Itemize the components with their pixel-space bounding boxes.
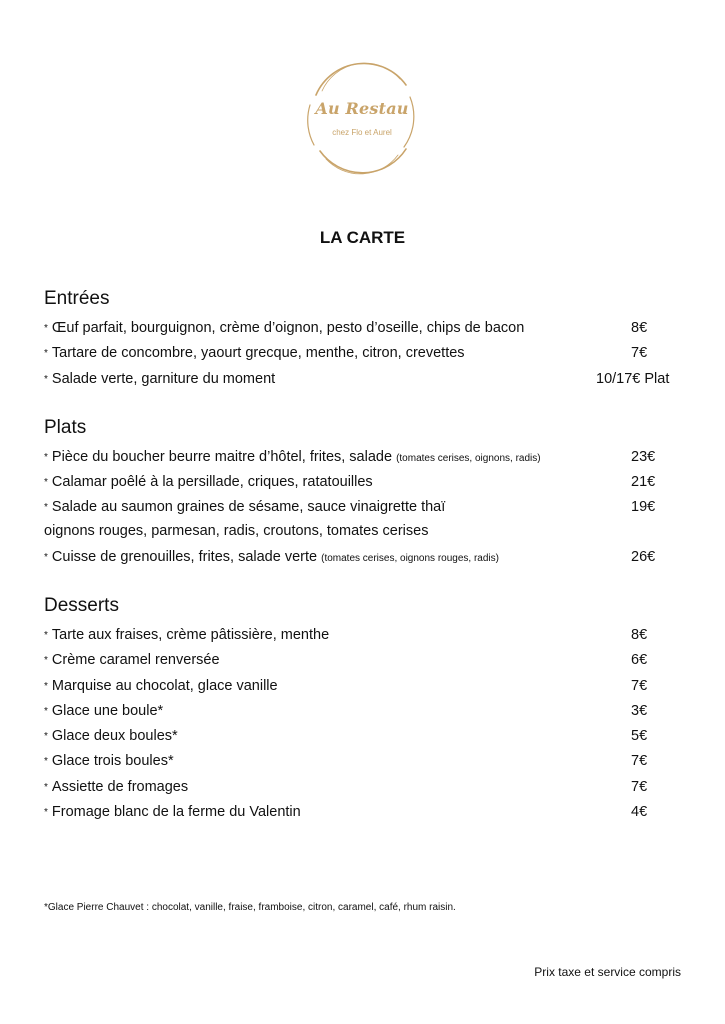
item-price: 7€ xyxy=(631,678,648,694)
menu-item xyxy=(44,547,684,567)
item-note: (tomates cerises, oignons, radis) xyxy=(396,453,541,464)
item-price: 3€ xyxy=(631,703,648,719)
menu-item xyxy=(44,751,684,771)
item-description: Pièce du boucher beurre maitre d’hôtel, frites, salade xyxy=(51,449,397,465)
bullet-asterisk: * xyxy=(44,681,48,692)
item-description: Tartare de concombre, yaourt grecque, menthe, citron, crevettes xyxy=(51,345,465,361)
bullet-asterisk: * xyxy=(44,477,48,488)
item-description: Tarte aux fraises, crème pâtissière, menthe xyxy=(51,627,330,643)
item-description-continuation: oignons rouges, parmesan, radis, croutons, tomates cerises xyxy=(44,523,429,539)
item-price: 6€ xyxy=(631,652,648,668)
bullet-asterisk: * xyxy=(44,706,48,717)
item-description: Marquise au chocolat, glace vanille xyxy=(51,678,278,694)
bullet-asterisk: * xyxy=(44,756,48,767)
item-description: Salade au saumon graines de sésame, sauce vinaigrette thaï xyxy=(51,499,446,515)
bullet-asterisk: * xyxy=(44,323,48,334)
item-price: 23€ xyxy=(631,449,656,465)
menu-item xyxy=(44,701,684,721)
item-price: 21€ xyxy=(631,474,656,490)
menu-item xyxy=(44,650,684,670)
menu-item xyxy=(44,472,684,492)
menu-item xyxy=(44,447,684,467)
bullet-asterisk: * xyxy=(44,731,48,742)
item-description: Glace deux boules* xyxy=(51,728,178,744)
item-description: Cuisse de grenouilles, frites, salade verte xyxy=(51,549,322,565)
item-price: 7€ xyxy=(631,779,648,795)
item-description: Glace trois boules* xyxy=(51,753,174,769)
item-description: Œuf parfait, bourguignon, crème d’oignon, pesto d’oseille, chips de bacon xyxy=(51,320,525,336)
item-price: 4€ xyxy=(631,804,648,820)
item-description: Glace une boule* xyxy=(51,703,164,719)
footnote: *Glace Pierre Chauvet : chocolat, vanille, fraise, framboise, citron, caramel, café, rhum raisin. xyxy=(44,902,456,913)
item-price: 5€ xyxy=(631,728,648,744)
section-title-plats: Plats xyxy=(44,417,87,438)
menu-item xyxy=(44,369,684,389)
item-price: 26€ xyxy=(631,549,656,565)
page-title: LA CARTE xyxy=(319,228,406,247)
section-title-entrees: Entrées xyxy=(44,288,110,309)
bullet-asterisk: * xyxy=(44,807,48,818)
tax-note: Prix taxe et service compris xyxy=(534,965,681,979)
item-price: 8€ xyxy=(631,320,648,336)
bullet-asterisk: * xyxy=(44,552,48,563)
menu-item xyxy=(44,777,684,797)
menu-item xyxy=(44,676,684,696)
logo-title: Au Restau xyxy=(315,99,409,118)
menu-item xyxy=(44,318,684,338)
item-price: 7€ xyxy=(631,753,648,769)
item-description: Salade verte, garniture du moment xyxy=(51,371,276,387)
item-price: 7€ xyxy=(631,345,648,361)
section-title-desserts: Desserts xyxy=(44,595,119,616)
menu-item xyxy=(44,726,684,746)
restaurant-logo xyxy=(302,55,422,180)
item-price: 19€ xyxy=(631,499,656,515)
item-price: 10/17€ Plat xyxy=(596,371,670,387)
bullet-asterisk: * xyxy=(44,655,48,666)
menu-item xyxy=(44,497,684,517)
bullet-asterisk: * xyxy=(44,630,48,641)
item-description: Crème caramel renversée xyxy=(51,652,220,668)
bullet-asterisk: * xyxy=(44,502,48,513)
item-description: Fromage blanc de la ferme du Valentin xyxy=(51,804,301,820)
menu-item xyxy=(44,625,684,645)
bullet-asterisk: * xyxy=(44,452,48,463)
menu-item xyxy=(44,802,684,822)
item-description: Assiette de fromages xyxy=(51,779,189,795)
bullet-asterisk: * xyxy=(44,348,48,359)
item-description: Calamar poêlé à la persillade, criques, ratatouilles xyxy=(51,474,373,490)
bullet-asterisk: * xyxy=(44,782,48,793)
bullet-asterisk: * xyxy=(44,374,48,385)
menu-item xyxy=(44,343,684,363)
item-price: 8€ xyxy=(631,627,648,643)
logo-subtitle: chez Flo et Aurel xyxy=(332,128,392,137)
item-note: (tomates cerises, oignons rouges, radis) xyxy=(321,553,499,564)
